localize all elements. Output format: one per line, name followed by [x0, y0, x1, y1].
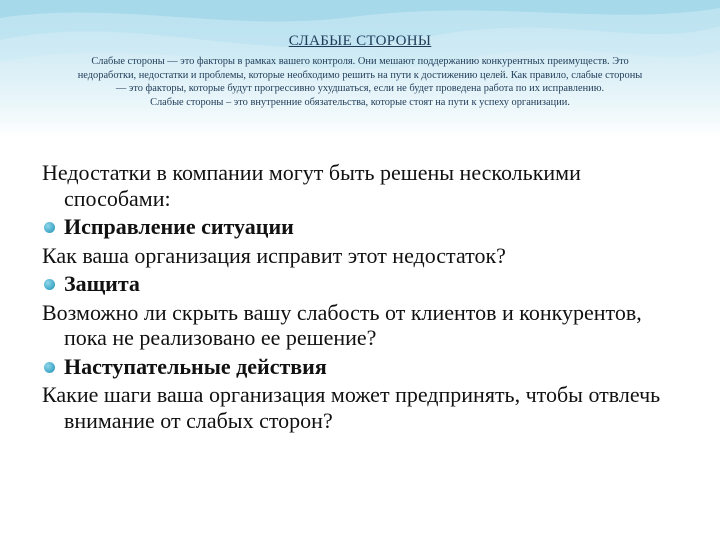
- bullet-dot-icon: [44, 222, 55, 233]
- item-paragraph: Как ваша организация исправит этот недостаток?: [42, 242, 506, 268]
- lead-paragraph: Недостатки в компании могут быть решены несколькими способами:: [42, 160, 581, 211]
- item-paragraph: Какие шаги ваша организация может предпринять, чтобы отвлечь внимание от слабых сторон?: [42, 382, 661, 433]
- intro-text: [14, 55, 706, 109]
- main-content: [42, 160, 682, 436]
- bullet-heading: Наступательные действия: [64, 353, 327, 379]
- bullet-dot-icon: [44, 362, 55, 373]
- header-band: [0, 0, 720, 138]
- bullet-heading: Исправление ситуации: [64, 214, 294, 239]
- intro-line: недоработки, недостатки и проблемы, которые необходимо решить на пути к достижению целей. Как правило, слабые стороны: [77, 69, 643, 81]
- item-paragraph: Возможно ли скрыть вашу слабость от клиентов и конкурентов, пока не реализовано ее решение?: [42, 299, 642, 350]
- intro-line: — это факторы, которые будут прогрессивно ухудшаться, если не будет проведена работа по их исправлению.: [115, 83, 605, 95]
- bullet-item: [42, 354, 682, 380]
- intro-line: Слабые стороны — это факторы в рамках вашего контроля. Они мешают поддержанию конкурентных преимуществ. Это: [91, 56, 629, 67]
- bullet-item: [42, 271, 682, 297]
- intro-line: Слабые стороны – это внутренние обязательства, которые стоят на пути к успеху организации.: [150, 96, 570, 108]
- bullet-heading: Защита: [64, 271, 140, 296]
- bullet-dot-icon: [44, 279, 55, 290]
- slide-title: СЛАБЫЕ СТОРОНЫ: [288, 33, 432, 49]
- bullet-item: [42, 214, 682, 240]
